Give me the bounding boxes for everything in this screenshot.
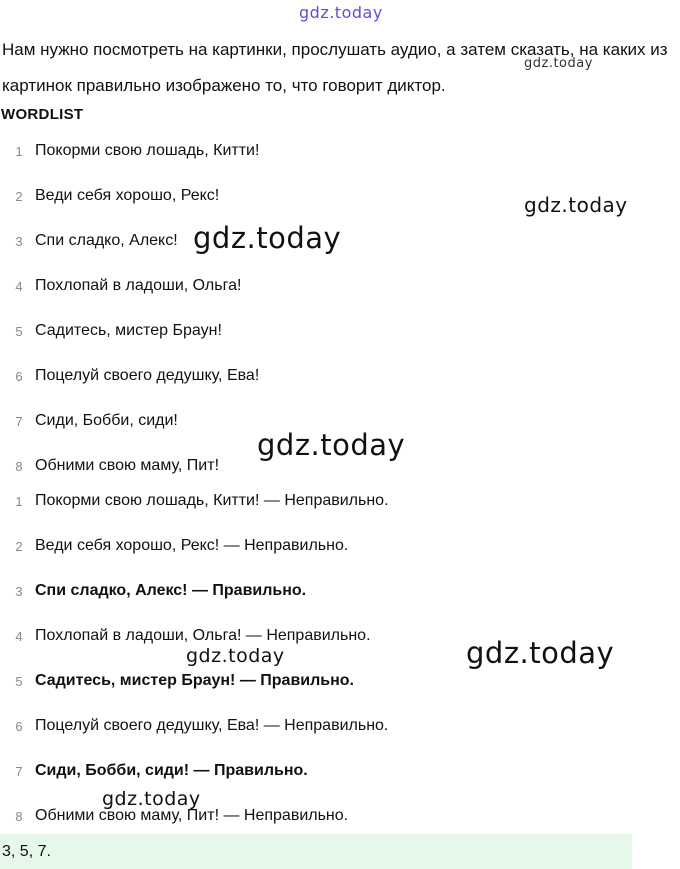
item-text: Спи сладко, Алекс! — Правильно. [35,582,307,599]
item-number: 4 [15,629,23,644]
item-number: 4 [15,279,23,294]
item-text: Сиди, Бобби, сиди! [35,412,178,429]
item-number: 8 [15,809,23,824]
item-text: Садитесь, мистер Браун! — Правильно. [35,672,354,689]
intro-text: Нам нужно посмотреть на картинки, прослушать аудио, а затем сказать, на каких из картинок правильно изображено то, что говорит диктор. [2,40,668,95]
item-text: Поцелуй своего дедушку, Ева! — Неправильно. [35,717,389,734]
watermark: gdz.today [193,221,342,255]
item-text: Похлопай в ладоши, Ольга! [35,277,242,294]
item-text: Похлопай в ладоши, Ольга! — Неправильно. [35,627,371,644]
item-number: 6 [15,369,23,384]
item-number: 7 [15,414,23,429]
wordlist-heading: WORDLIST [1,106,84,123]
answer-text: 3, 5, 7. [2,843,51,860]
item-number: 3 [15,584,23,599]
item-number: 8 [15,459,23,474]
watermark: gdz.today [102,788,201,810]
watermark: gdz.today [186,645,285,667]
item-number: 5 [15,674,23,689]
item-text: Спи сладко, Алекс! [35,232,178,249]
item-text: Веди себя хорошо, Рекс! — Неправильно. [35,537,349,554]
watermark: gdz.today [257,428,406,462]
item-number: 1 [15,494,23,509]
item-text: Покорми свою лошадь, Китти! [35,142,260,159]
watermark: gdz.today [524,56,593,71]
item-number: 2 [15,539,23,554]
item-text: Обними свою маму, Пит! — Неправильно. [35,807,349,824]
item-number: 1 [15,144,23,159]
watermark: gdz.today [299,3,383,22]
watermark: gdz.today [466,636,615,670]
answer-box [0,834,632,869]
item-text: Сиди, Бобби, сиди! — Правильно. [35,762,308,779]
item-text: Покорми свою лошадь, Китти! — Неправильно. [35,492,389,509]
item-text: Садитесь, мистер Браун! [35,322,222,339]
item-number: 7 [15,764,23,779]
item-text: Обними свою маму, Пит! [35,457,220,474]
item-number: 2 [15,189,23,204]
item-number: 3 [15,234,23,249]
watermark: gdz.today [524,193,628,217]
item-text: Веди себя хорошо, Рекс! [35,187,220,204]
item-number: 6 [15,719,23,734]
item-text: Поцелуй своего дедушку, Ева! [35,367,260,384]
item-number: 5 [15,324,23,339]
